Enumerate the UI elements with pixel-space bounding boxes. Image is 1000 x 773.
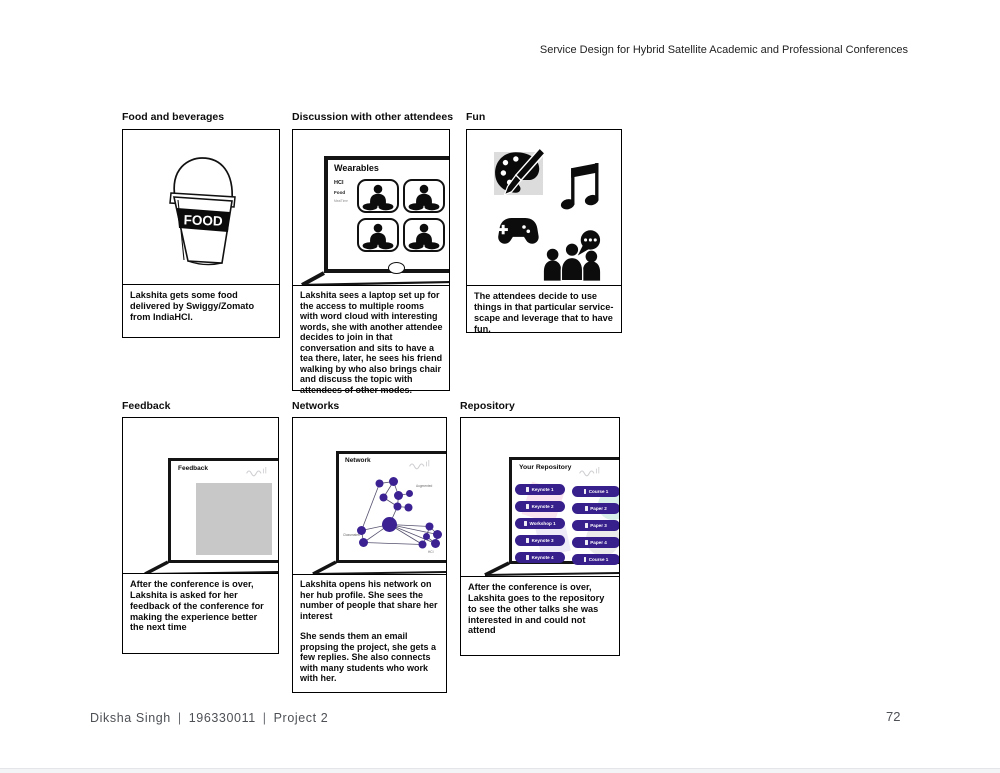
footer-separator: | <box>262 711 267 725</box>
panel-repository-illustration <box>461 418 619 576</box>
page-bottom-edge <box>0 768 1000 773</box>
bookmark-icon <box>585 523 588 528</box>
repo-pill-label: Keynote 3 <box>531 538 554 543</box>
repo-pill-label: Keynote 4 <box>531 555 554 560</box>
bookmark-icon <box>526 555 529 560</box>
wearables-sidebar <box>334 180 358 203</box>
repository-list-right <box>572 486 619 571</box>
panel-repository-caption: After the conference is over, Lakshita goes to the repository to see the other talks she was interested in and could not attend <box>461 576 619 655</box>
panel-food-illustration <box>123 130 279 284</box>
sidebar-item-hci: HCI <box>334 180 344 186</box>
meditating-person-icon <box>407 222 441 250</box>
panel-fun-caption: The attendees decide to use things in that particular service-scape and leverage that to have fun. <box>467 285 621 332</box>
repo-pill-label: Course 1 <box>588 557 609 562</box>
repo-pill <box>515 552 565 563</box>
footer-student-id: 196330011 <box>188 711 256 725</box>
food-bucket-icon <box>123 130 279 282</box>
panel-repository <box>460 417 620 656</box>
graph-label-left: Classmates <box>343 533 360 537</box>
repo-pill-label: Workshop 1 <box>529 521 556 526</box>
panel-fun <box>466 129 622 333</box>
repo-pill-label: Paper 2 <box>590 506 607 511</box>
panel-feedback-illustration <box>123 418 278 573</box>
people-chat-icon <box>541 228 603 282</box>
laptop-screen <box>509 457 619 564</box>
networks-caption-paragraph-2: She sends them an email propsing the project, she gets a few replies. She also connects with many students who work with her. <box>300 631 437 684</box>
repo-pill <box>572 537 619 548</box>
bookmark-icon <box>584 489 587 494</box>
panel-feedback <box>122 417 279 654</box>
repo-pill-label: Keynote 1 <box>531 487 554 492</box>
panel-title-feedback: Feedback <box>122 400 171 412</box>
panel-networks-illustration <box>293 418 446 574</box>
panel-discussion-illustration <box>293 130 449 285</box>
panel-title-discussion: Discussion with other attendees <box>292 111 454 123</box>
panel-food-caption: Lakshita gets some food delivered by Swiggy/Zomato from IndiaHCI. <box>123 284 279 337</box>
footer-project: Project 2 <box>273 711 329 725</box>
screen-title-your-repository: Your Repository <box>519 464 572 471</box>
panel-title-networks: Networks <box>292 400 340 412</box>
screen-title-feedback: Feedback <box>178 465 208 472</box>
screen-logo-watermark <box>245 465 269 477</box>
panel-networks-caption <box>293 574 446 692</box>
repo-pill-label: Keynote 2 <box>531 504 554 509</box>
repo-pill <box>515 484 565 495</box>
document-header-title: Service Design for Hybrid Satellite Academic and Professional Conferences <box>539 44 908 56</box>
repo-pill <box>515 501 565 512</box>
screen-title-network: Network <box>345 457 371 464</box>
attendee-tile <box>403 179 445 213</box>
bookmark-icon <box>526 487 529 492</box>
feedback-form-area <box>196 483 272 555</box>
laptop-screen <box>168 458 278 563</box>
repo-pill-label: Paper 4 <box>590 540 607 545</box>
attendee-tile <box>403 218 445 252</box>
laptop-screen <box>324 156 449 273</box>
page-number: 72 <box>886 709 901 724</box>
screen-logo-watermark <box>578 465 602 477</box>
attendee-tile <box>357 179 399 213</box>
repo-pill-label: Paper 3 <box>590 523 607 528</box>
network-graph <box>341 468 446 560</box>
graph-label-top: Augmented <box>416 484 433 488</box>
panel-title-fun: Fun <box>466 111 486 123</box>
panel-food <box>122 129 280 338</box>
meditating-person-icon <box>407 183 441 211</box>
footer-author: Diksha Singh <box>90 711 171 725</box>
palette-and-brush-icon <box>493 146 547 200</box>
meditating-person-icon <box>361 183 395 211</box>
screen-title-wearables: Wearables <box>334 163 379 173</box>
repo-pill <box>572 503 619 514</box>
bookmark-icon <box>584 557 587 562</box>
panel-title-food: Food and beverages <box>122 111 225 123</box>
panel-title-repository: Repository <box>460 400 515 412</box>
panel-discussion <box>292 129 450 395</box>
footer-separator: | <box>177 711 182 725</box>
attendee-video-tiles <box>357 179 445 252</box>
repo-pill <box>572 486 619 497</box>
bookmark-icon <box>526 504 529 509</box>
panel-fun-illustration <box>467 130 621 285</box>
meditating-person-icon <box>361 222 395 250</box>
panel-feedback-caption: After the conference is over, Lakshita is asked for her feedback of the conference for making the experience better the next time <box>123 573 278 653</box>
bucket-food-label: FOOD <box>183 212 223 229</box>
laptop-screen <box>336 451 446 563</box>
footer <box>90 711 328 725</box>
game-controller-icon <box>491 214 539 246</box>
panel-networks <box>292 417 447 693</box>
repo-pill-label: Course 1 <box>588 489 609 494</box>
bookmark-icon <box>524 521 527 526</box>
bookmark-icon <box>526 538 529 543</box>
sidebar-item-food: Food <box>334 190 346 195</box>
repo-pill <box>515 535 565 546</box>
attendee-tile <box>357 218 399 252</box>
bookmark-icon <box>585 506 588 511</box>
repo-pill <box>515 518 565 529</box>
repo-pill <box>572 520 619 531</box>
music-notes-icon <box>559 162 601 210</box>
sidebar-item-mealtime: MealTime <box>334 199 348 203</box>
laptop-camera-notch <box>388 262 405 274</box>
bookmark-icon <box>585 540 588 545</box>
repo-pill <box>572 554 619 565</box>
networks-caption-paragraph-1: Lakshita opens his network on her hub profile. She sees the number of people that share her interest <box>300 579 438 621</box>
graph-label-right: HCI <box>428 550 434 554</box>
repository-list-left <box>515 484 565 569</box>
panel-discussion-caption: Lakshita sees a laptop set up for the access to multiple rooms with word cloud with interesting words, she with another attendee decides to join in that conversation and sits to have a tea there, later, he sees his friend walking by who also brings chair and discuss the topic with attendees of other modes. <box>293 285 449 390</box>
